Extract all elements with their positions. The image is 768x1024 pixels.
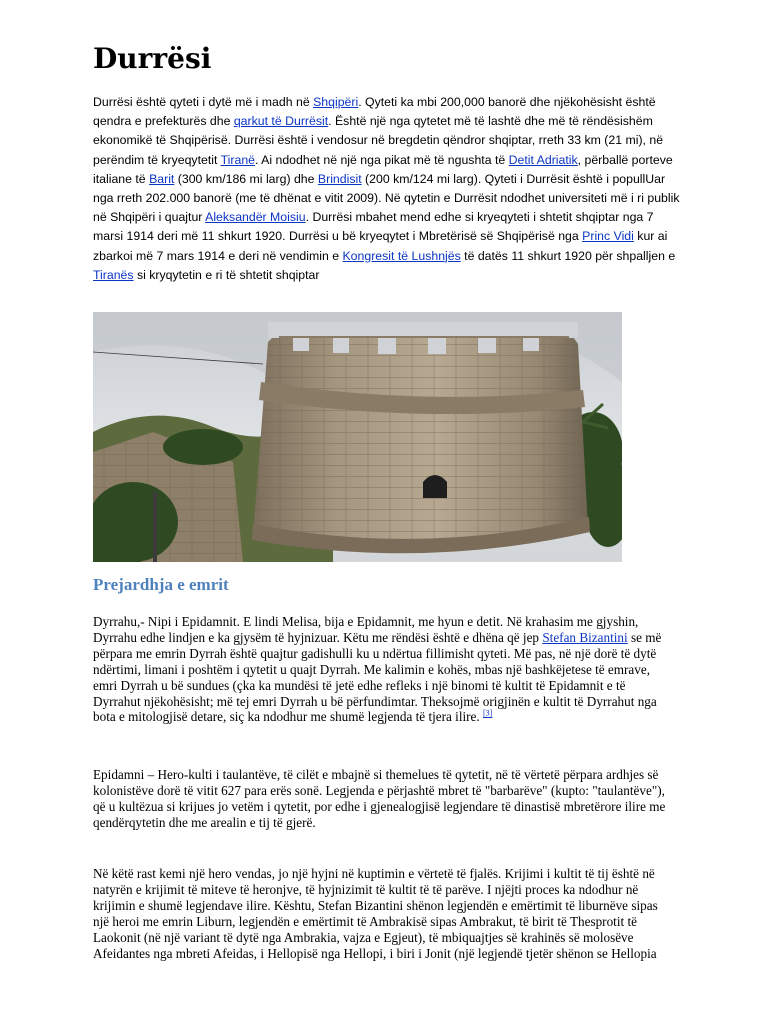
- paragraph-epidamni: Epidamni – Hero-kulti i taulantëve, të cilët e mbajnë si themelues të qytetit, në të vërtetë përpara ardhjes së kolonistëve dorë të vitit 627 para erës sonë. Legjenda e përjashtë mbret të "barbarëve" (kupto: "taulantëve"), që u kultëzua si krijues jo vetëm i qytetit, por edhe i gjenealogjisë legjendare të dinastisë mbretërore ilire me qendërqytetin dhe me arealin e tij të gjerë.: [93, 767, 666, 830]
- paragraph-hero-vendas: Në këtë rast kemi një hero vendas, jo një hyjni në kuptimin e vërtetë të fjalës. Krijimi i kultit të tij është në natyrën e krijimit të miteve të heronjve, të hyjnizimit të kultit të të parëve. I njëjti proces ka ndodhur në krijimin e shumë legjendave ilire. Kështu, Stefan Bizantini shënon legjendën e emërtimit të liburnëve sipas një heroi me emrin Liburn, legjendën e emërtimit të Ambrakisë sipas Ambrakut, të birit të Thesprotit të Laokonit (në një variant të dytë nga Ambrakia, vajza e Egjeut), të mbiquajtjes së krahinës së molosëve Afeidantes nga mbreti Afeidas, i Hellopisë nga Hellopi, i biri i Jonit (një legjendë tjetër shënon se Hellopia: [93, 866, 658, 961]
- text-run: (300 km/186 mi larg) dhe: [174, 171, 318, 186]
- link-barit[interactable]: Barit: [149, 171, 175, 186]
- text-run: . Ai ndodhet në një nga pikat më të ngushta të: [255, 152, 509, 167]
- link-tirane[interactable]: Tiranë: [220, 152, 255, 167]
- paragraph-dyrrahu: [93, 614, 671, 725]
- venetian-tower-photo: [93, 312, 622, 562]
- text-run: Dyrrahu,- Nipi i Epidamnit. E lindi Melisa, bija e Epidamnit, me hyun e detit. Në krahasim me gjyshin, Dyrrahu edhe lindjen e ka gjysëm të hyjnizuar. Këtu me rëndësi është e dhëna që jep: [93, 614, 639, 645]
- text-run: kur ai zbarkoi më 7 mars 1914 e deri në vendimin e: [93, 229, 668, 263]
- page-title: Durrësi: [93, 42, 212, 75]
- link-aleksander-moisiu[interactable]: Aleksandër Moisiu: [205, 210, 306, 225]
- text-run: (200 km/124 mi larg). Qyteti i Durrësit është i popullUar nga rreth 202.000 banorë (me të dhënat e vitit 2009). Në qytetin e Durrësit ndodhet universiteti më i ri publik në Shqipëri i quajtur: [93, 171, 680, 225]
- link-princ-vidi[interactable]: Princ Vidi: [582, 229, 634, 244]
- link-kongresit-te-lushnjes[interactable]: Kongresit të Lushnjës: [342, 248, 461, 263]
- link-detit-adriatik[interactable]: Detit Adriatik: [508, 152, 578, 167]
- footnote-ref[interactable]: [3]: [483, 709, 493, 719]
- link-shqiperi[interactable]: Shqipëri: [313, 95, 359, 109]
- link-stefan-bizantini[interactable]: Stefan Bizantini: [542, 629, 628, 645]
- intro-paragraph: [93, 93, 683, 285]
- text-run: si kryqytetin e ri të shtetit shqiptar: [133, 267, 320, 282]
- link-tiranes[interactable]: Tiranës: [93, 267, 134, 282]
- link-brindisit[interactable]: Brindisit: [317, 171, 362, 186]
- text-run: të datës 11 shkurt 1920 për shpalljen e: [460, 248, 676, 263]
- text-run: . Durrësi mbahet mend edhe si kryeqyteti i shtetit shqiptar nga 7 marsi 1914 deri më 11 shkurt 1920. Durrësi u bë kryeqytet i Mbretërisë së Shqipërisë nga: [93, 210, 654, 244]
- text-run: . Është një nga qytetet më të lashtë dhe më të rëndësishëm ekonomikë të Shqipërisë. Durrësi është i vendosur në bregdetin qëndror shqiptar, rreth 33 km (21 mi), në perëndim të kryeqytetit: [93, 114, 664, 167]
- text-run: se më përpara me emrin Dyrrah është quajtur gadishulli ku u ndërtua fillimisht qyteti. Më pas, në një dorë të dytë ndërtimi, limani i poshtëm i qytetit u quajt Dyrrah. Me kalimin e kohës, mbas një bashkëjetese të emrave, emri Dyrrah u bë sundues (çka ka mundësi të jetë edhe refleks i një binomi të kultit të Epidamnit e të Dyrrahut njëkohësisht; më tej emri Dyrrah u bë përfundimtar. Theksojmë origjinën e kultit të Dyrrahut nga bota e mitologjisë detare, siç ka ndodhur me shumë legjenda të tjera ilire.: [93, 629, 662, 725]
- text-run: . Qyteti ka mbi 200,000 banorë dhe njëkohësisht është qendra e prefekturës dhe: [93, 95, 656, 129]
- text-run: , përballë porteve italiane të: [93, 152, 673, 186]
- section-heading: Prejardhja e emrit: [93, 575, 229, 594]
- text-run: Durrësi është qyteti i dytë më i madh në: [93, 95, 314, 109]
- link-qarkut-te-durresit[interactable]: qarkut të Durrësit: [233, 114, 329, 129]
